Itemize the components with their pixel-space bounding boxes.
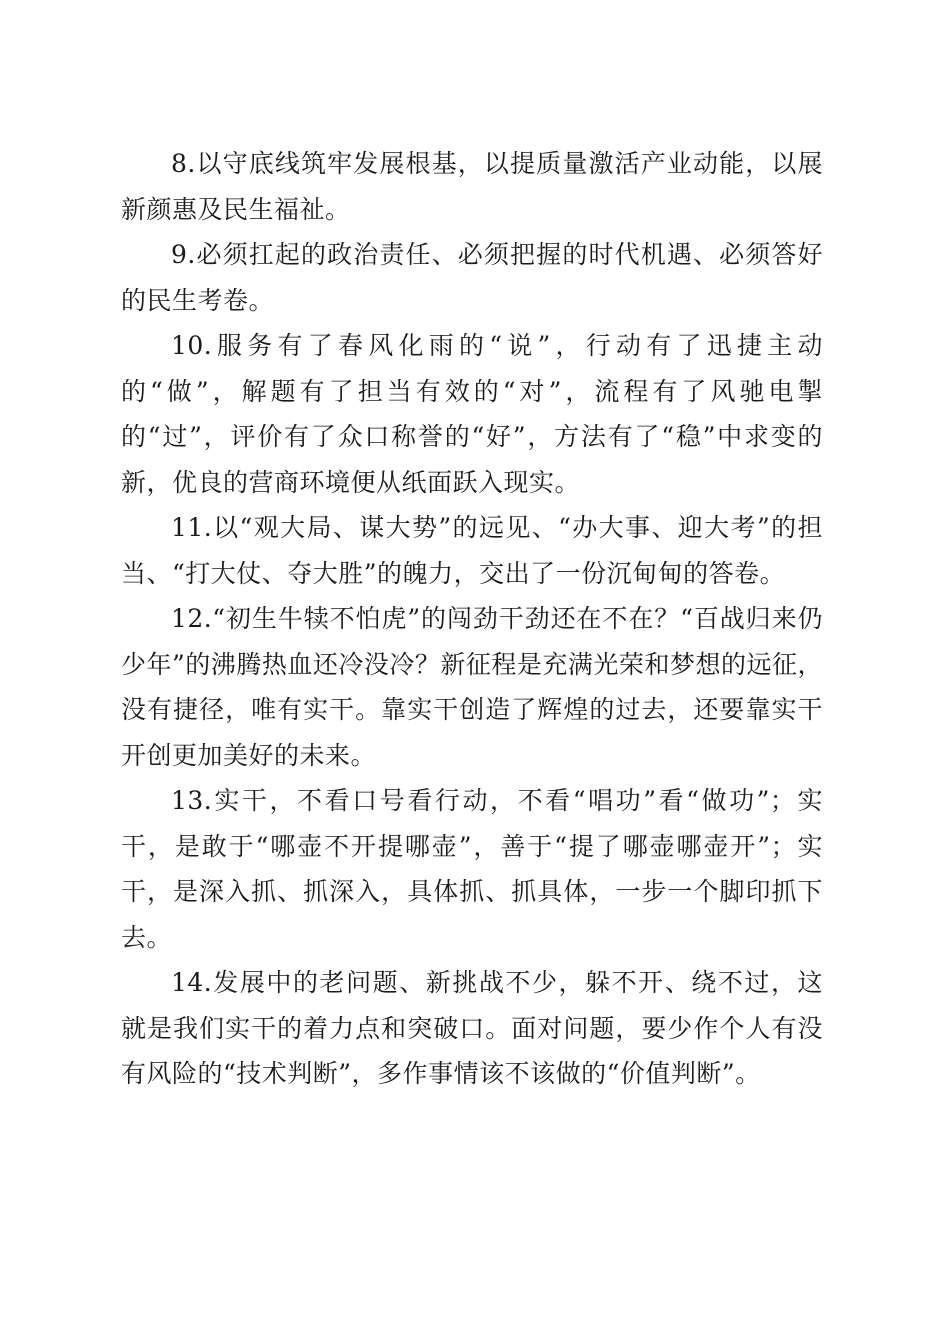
paragraph-9: 9.必须扛起的政治责任、必须把握的时代机遇、必须答好的民生考卷。 (121, 240, 823, 315)
paragraph-10: 10.服务有了春风化雨的“说”，行动有了迅捷主动的“做”，解题有了担当有效的“对”，流程有了风驰电掣的“过”，评价有了众口称誉的“好”，方法有了“稳”中求变的新，优良的营商环境便从纸面跃入现实。 (121, 331, 823, 497)
document-body (121, 141, 823, 1097)
paragraph-8: 8.以守底线筑牢发展根基，以提质量激活产业动能，以展新颜惠及民生福祉。 (121, 149, 823, 224)
paragraph-13: 13.实干，不看口号看行动，不看“唱功”看“做功”；实干，是敢于“哪壶不开提哪壶”，善于“提了哪壶哪壶开”；实干，是深入抓、抓深入，具体抓、抓具体，一步一个脚印抓下去。 (121, 786, 823, 952)
paragraph-11: 11.以“观大局、谋大势”的远见、“办大事、迎大考”的担当、“打大仗、夺大胜”的魄力，交出了一份沉甸甸的答卷。 (121, 513, 823, 588)
paragraph-12: 12.“初生牛犊不怕虎”的闯劲干劲还在不在？“百战归来仍少年”的沸腾热血还冷没冷？新征程是充满光荣和梦想的远征，没有捷径，唯有实干。靠实干创造了辉煌的过去，还要靠实干开创更加美好的未来。 (121, 604, 823, 770)
paragraph-14: 14.发展中的老问题、新挑战不少，躲不开、绕不过，这就是我们实干的着力点和突破口。面对问题，要少作个人有没有风险的“技术判断”，多作事情该不该做的“价值判断”。 (121, 968, 823, 1088)
